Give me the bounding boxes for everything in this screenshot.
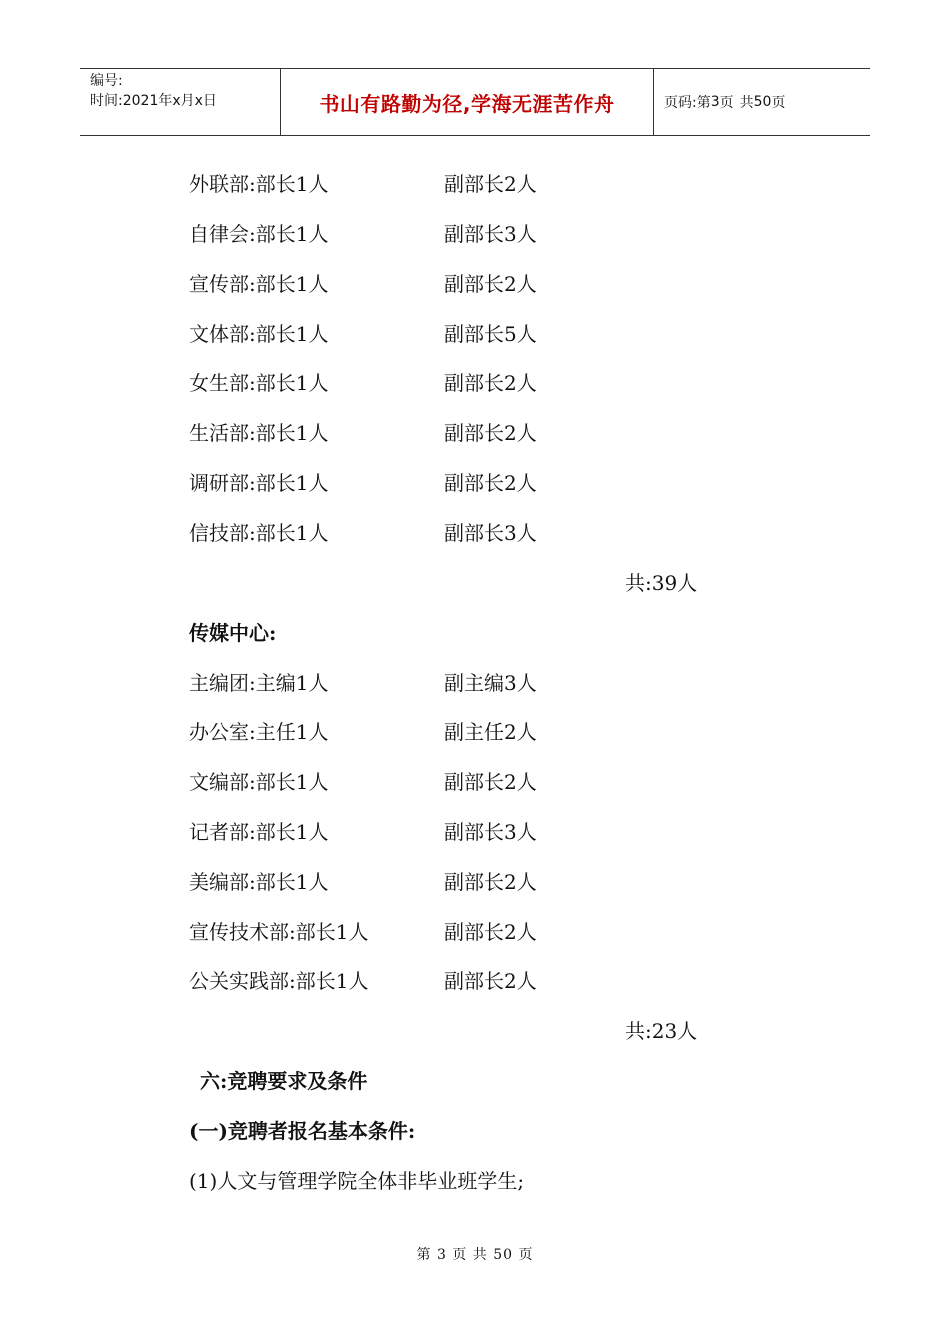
code-label: 编号: xyxy=(90,73,123,89)
dept-vice: 副部长3人 xyxy=(444,820,537,844)
section-heading: 六:竞聘要求及条件 xyxy=(200,1069,368,1093)
dept-label: 宣传技术部:部长1人 xyxy=(189,920,369,944)
dept-vice: 副部长2人 xyxy=(444,421,537,445)
dept-label: 信技部:部长1人 xyxy=(189,521,329,545)
dept-row xyxy=(0,767,950,797)
page-number: 3 xyxy=(710,94,720,110)
page-total: 50 xyxy=(753,94,772,110)
dept-label: 文体部:部长1人 xyxy=(189,322,329,346)
time-label: 时间:2021年x月x日 xyxy=(90,93,217,109)
dept-vice: 副部长2人 xyxy=(444,172,537,196)
dept-label: 文编部:部长1人 xyxy=(189,770,329,794)
dept-row xyxy=(0,468,950,498)
page-header xyxy=(80,68,870,136)
dept-label: 生活部:部长1人 xyxy=(189,421,329,445)
header-meta xyxy=(80,69,281,135)
dept-row xyxy=(0,867,950,897)
total-count: 共:39人 xyxy=(625,571,698,595)
section-title: 传媒中心: xyxy=(189,621,277,645)
section-total xyxy=(0,568,950,598)
dept-vice: 副部长2人 xyxy=(444,272,537,296)
dept-label: 美编部:部长1人 xyxy=(189,870,329,894)
dept-vice: 副主任2人 xyxy=(444,720,537,744)
page-suffix: 页 xyxy=(771,95,786,111)
dept-label: 办公室:主任1人 xyxy=(189,720,329,744)
dept-label: 记者部:部长1人 xyxy=(189,820,329,844)
dept-row xyxy=(0,368,950,398)
dept-vice: 副部长3人 xyxy=(444,521,537,545)
dept-vice: 副部长2人 xyxy=(444,920,537,944)
dept-label: 调研部:部长1人 xyxy=(189,471,329,495)
subsection-heading: (一)竞聘者报名基本条件: xyxy=(189,1119,416,1143)
dept-row xyxy=(0,966,950,996)
dept-vice: 副部长2人 xyxy=(444,969,537,993)
dept-row xyxy=(0,418,950,448)
page-total-prefix: 共 xyxy=(739,95,754,111)
dept-row xyxy=(0,518,950,548)
page-footer: 第 3 页 共 50 页 xyxy=(416,1247,534,1263)
dept-row xyxy=(0,319,950,349)
dept-row xyxy=(0,219,950,249)
dept-vice: 副部长2人 xyxy=(444,371,537,395)
dept-vice: 副部长2人 xyxy=(444,870,537,894)
page-prefix: 页码:第 xyxy=(664,95,711,111)
dept-row xyxy=(0,269,950,299)
dept-label: 自律会:部长1人 xyxy=(189,222,329,246)
total-count: 共:23人 xyxy=(625,1019,698,1043)
dept-label: 宣传部:部长1人 xyxy=(189,272,329,296)
dept-vice: 副部长2人 xyxy=(444,770,537,794)
dept-label: 公关实践部:部长1人 xyxy=(189,969,369,993)
dept-row xyxy=(0,717,950,747)
requirement-item: (1)人文与管理学院全体非毕业班学生; xyxy=(189,1169,525,1193)
section-total xyxy=(0,1016,950,1046)
dept-label: 外联部:部长1人 xyxy=(189,172,329,196)
header-motto: 书山有路勤为径,学海无涯苦作舟 xyxy=(281,69,654,135)
dept-vice: 副部长5人 xyxy=(444,322,537,346)
dept-vice: 副部长2人 xyxy=(444,471,537,495)
dept-label: 女生部:部长1人 xyxy=(189,371,329,395)
dept-row xyxy=(0,668,950,698)
dept-row xyxy=(0,817,950,847)
header-page-info xyxy=(654,69,870,135)
dept-vice: 副主编3人 xyxy=(444,671,537,695)
dept-vice: 副部长3人 xyxy=(444,222,537,246)
dept-row xyxy=(0,917,950,947)
page-mid: 页 xyxy=(719,95,734,111)
dept-row xyxy=(0,169,950,199)
dept-label: 主编团:主编1人 xyxy=(189,671,329,695)
